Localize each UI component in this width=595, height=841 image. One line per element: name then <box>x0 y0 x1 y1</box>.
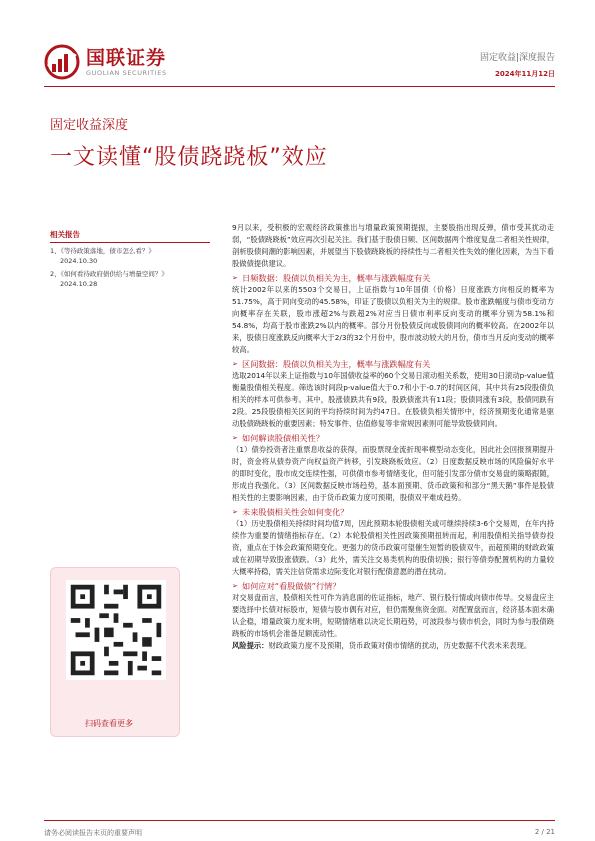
section-heading <box>232 272 554 284</box>
section-paragraph: （1）债券投资者注重票息收益的获得，而股票现金流折现率模型动态变化，因此社会回报预期提升时，资金将从债券资产向权益资产转移，引发跷跷板效应。（2）日度数据反映市场的风险偏好水平的即时变化，股市成交连续性强，可供债市参考情绪变化，但可能引发部分债市交易盘的策略跟随，形成自我强化。（3）区间数据反映市场趋势，基本面预期、货币政策和和部分“黑天鹅”事件是股债相关性的主要影响因素，由于货币政策力度可预期，股债双平难成趋势。 <box>232 445 554 502</box>
related-report-date: 2024.10.28 <box>60 280 98 288</box>
section-paragraph: 选取2014年以来上证指数与10年国债收益率的60个交易日滚动相关系数，使用30日滚动p-value值衡量股债相关程度。筛选该时间段p-value值大于0.7和小于-0.7的时间区间，其中共有25段股债负相关的样本可供参考。其中，股涨债跌共有9段，股跌债涨共有11段；股债同涨有3段，股债同跌有2段。25段股债相关区间的平均持续时间为约47日。在股债负相关情形中，经济预期变化通常是驱动股债跷跷板的重要因素；特发事件、估值修复等非常规因素则可能导致股债同向。 <box>232 371 554 428</box>
section-heading <box>232 432 554 444</box>
logo-cn-text: 国联证券 <box>86 46 167 69</box>
qr-card <box>50 567 180 737</box>
arrow-right-icon: ➢ <box>232 508 238 516</box>
page-number: 2 / 21 <box>534 828 555 836</box>
footer-disclaimer: 请务必阅读报告末页的重要声明 <box>44 829 142 837</box>
header-meta <box>480 52 555 79</box>
arrow-right-icon: ➢ <box>232 360 238 368</box>
section-title: 区间数据：股债以负相关为主，概率与涨跌幅度有关 <box>242 359 431 369</box>
risk-warning <box>232 640 554 652</box>
arrow-right-icon: ➢ <box>232 434 238 442</box>
header-divider <box>44 86 555 87</box>
qr-code-icon[interactable] <box>66 580 166 680</box>
intro-paragraph: 9月以来，受积极的宏观经济政策推出与增量政策预期提振，主要股指出现反弹，债市受其扰动走弱，“股债跷跷板”效应再次引起关注。我们基于股债日频、区间数据两个维度复盘二者相关性规律，剖析股债间潮的影响因素，并展望当下股债跷跷板的持续性与二者相关性失效的催化因素，为当下看股做债提供建议。 <box>232 223 554 268</box>
risk-text: 财政政策力度不及预期，货币政策对债市情绪的扰动，历史数据不代表未来表现。 <box>268 641 532 650</box>
related-reports-heading: 相关报告 <box>50 230 210 243</box>
section-title: 如何应对“看股做债”行情？ <box>242 581 341 591</box>
section-heading <box>232 506 554 518</box>
section-title: 未来股债相关性会如何变化？ <box>242 507 349 517</box>
report-category: 固定收益|深度报告 <box>479 53 555 63</box>
related-report-link[interactable]: 1、《等待政策落地，债市怎么看？》 <box>50 247 155 255</box>
related-reports <box>50 230 220 289</box>
footer-divider <box>44 820 555 821</box>
report-summary <box>232 222 554 652</box>
section-title: 日频数据：股债以负相关为主，概率与涨跌幅度有关 <box>242 273 431 283</box>
section-heading <box>232 358 554 370</box>
related-report-link[interactable]: 2、《如何看待政府债供给与增量空间？》 <box>50 270 168 278</box>
risk-label: 风险提示： <box>232 641 269 650</box>
arrow-right-icon: ➢ <box>232 274 238 282</box>
related-report-date: 2024.10.30 <box>60 257 98 265</box>
section-title: 如何解读股债相关性？ <box>242 433 324 443</box>
report-date: 2024年11月12日 <box>495 70 555 78</box>
report-title: 一文读懂“股债跷跷板”效应 <box>50 145 328 170</box>
section-paragraph: 对交易盘而言，股债相关性可作为消息面的佐证指标，地产、银行股行情或向债市传导。交易盘应主要选择中长债对标股市，短债与股市偶有对应，但仍需聚焦资金面。对配置盘而言，经济基本面未确认企稳，增量政策力度未明，短期情绪难以决定长期趋势，可波段参与债市机会，同时为参与股债跷跷板的市场机会准备足额流动性。 <box>232 593 554 638</box>
report-type: 固定收益深度 <box>50 118 129 133</box>
section-heading <box>232 580 554 592</box>
qr-label: 扫码查看更多 <box>85 719 133 728</box>
logo-en-text: GUOLIAN SECURITIES <box>86 68 167 77</box>
section-paragraph: （1）历史股债相关持续时间均值7周，因此预期本轮股债相关或可继续持续3-6个交易周，在年内持续作为重要的情绪指标存在。（2）本轮股债相关性因政策预期扭转而起，利用股债相关指导债券投资，重点在于体会政策预期变化。更强力的货币政策可望催生短暂的股债双牛，而超预期的财政政策或在初期导致股涨债跌。（3）此外，需关注交易类机构的股债切换；银行等债券配置机构的力量较大概率持稳，需关注信贷需求边际变化对银行配债意愿的潜在扰动。 <box>232 519 554 576</box>
section-paragraph: 统计2002年以来的5503个交易日，上证指数与10年国债（价格）日度涨跌方向相反的概率为51.75%，高于同向变动的45.58%，印证了股债以负相关为主的规律。股市涨跌幅度与债市变动方向概率存在关联，股市涨超2%与跌超2%对应当日债市利率反向变动的概率分别为58.1%和54.8%，均高于股市涨跌2%以内的概率。部分月份股债反向或股债同向的概率较高。在2002年以来，股债日度涨跌反向概率大于2/3的32个月份中，股市波动较大的月份，债市当月反向变动的概率较高。 <box>232 285 554 354</box>
company-logo <box>44 44 167 80</box>
arrow-right-icon: ➢ <box>232 582 238 590</box>
guolian-logo-icon <box>44 44 80 80</box>
